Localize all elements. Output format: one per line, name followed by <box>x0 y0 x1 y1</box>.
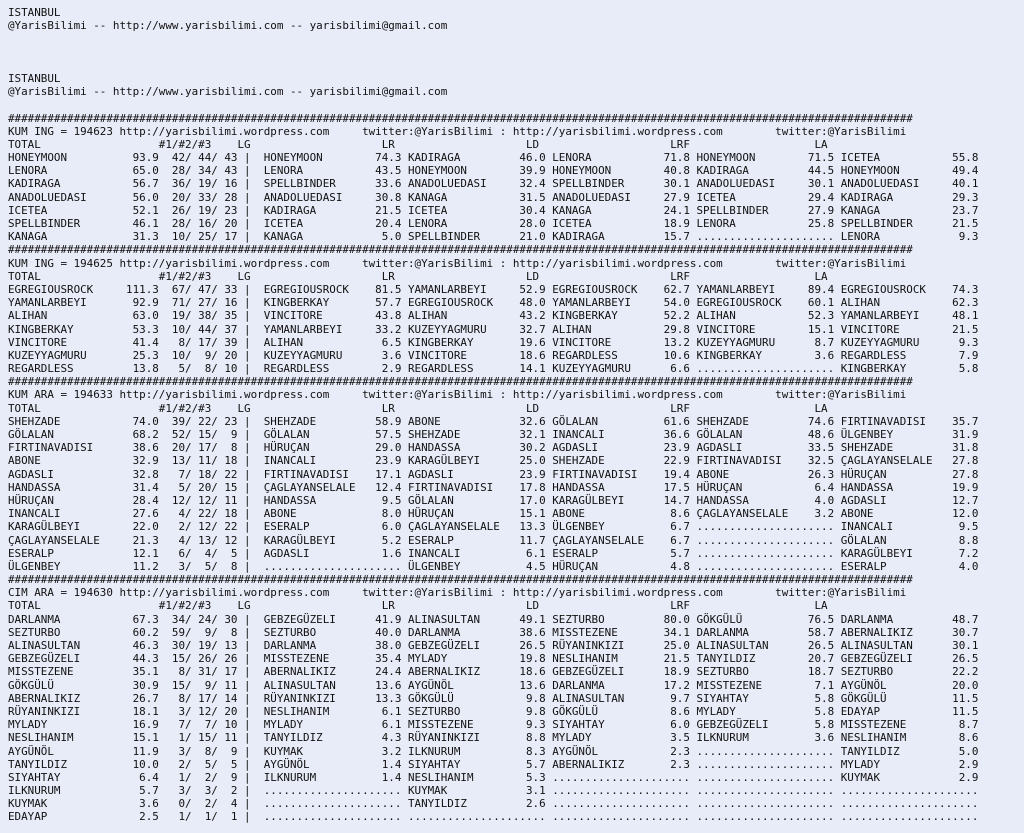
race-row: RÜYANINKIZI 18.1 3/ 12/ 20 | NESLIHANIM 6.1 SEZTURBO 9.8 GÖKGÜLÜ 8.6 MYLADY 5.8 EDAYAP 11.5 <box>8 704 979 718</box>
race-row: KARAGÜLBEYI 22.0 2/ 12/ 22 | ESERALP 6.0 ÇAGLAYANSELALE 13.3 ÜLGENBEY 6.7 ..................... INANCALI 9.5 <box>8 520 979 534</box>
race-column-header: TOTAL #1/#2/#3 LG LR LD LRF LA <box>8 137 828 151</box>
race-row: MYLADY 16.9 7/ 7/ 10 | MYLADY 6.1 MISSTEZENE 9.3 SIYAHTAY 6.0 GEBZEGÜZELI 5.8 MISSTEZENE 8.7 <box>8 718 979 732</box>
text-document <box>8 6 978 824</box>
header-city: ISTANBUL <box>8 71 61 85</box>
race-row: AYGÜNÖL 11.9 3/ 8/ 9 | KUYMAK 3.2 ILKNURUM 8.3 AYGÜNÖL 2.3 ..................... TANYILDIZ 5.0 <box>8 744 979 758</box>
race-row: INANCALI 27.6 4/ 22/ 18 | ABONE 8.0 HÜRUÇAN 15.1 ABONE 8.6 ÇAGLAYANSELALE 3.2 ABONE 12.0 <box>8 507 979 521</box>
race-row: HANDASSA 31.4 5/ 20/ 15 | ÇAGLAYANSELALE 12.4 FIRTINAVADISI 17.8 HANDASSA 17.5 HÜRUÇAN 6.4 HANDASSA 19.9 <box>8 480 979 494</box>
separator-line: ########################################################################################################################################## <box>8 573 913 587</box>
race-row: HÜRUÇAN 28.4 12/ 12/ 11 | HANDASSA 9.5 GÖLALAN 17.0 KARAGÜLBEYI 14.7 HANDASSA 4.0 AGDASLI 12.7 <box>8 493 979 507</box>
race-column-header: TOTAL #1/#2/#3 LG LR LD LRF LA <box>8 599 828 613</box>
race-row: DARLANMA 67.3 34/ 24/ 30 | GEBZEGÜZELI 41.9 ALINASULTAN 49.1 SEZTURBO 80.0 GÖKGÜLÜ 76.5 DARLANMA 48.7 <box>8 612 979 626</box>
race-row: ANADOLUEDASI 56.0 20/ 33/ 28 | ANADOLUEDASI 30.8 KANAGA 31.5 ANADOLUEDASI 27.9 ICETEA 29.4 KADIRAGA 29.3 <box>8 190 979 204</box>
race-title: KUM ING = 194623 http://yarisbilimi.wordpress.com twitter:@YarisBilimi : http://yarisbilimi.wordpress.com twitter:@YarisBilimi <box>8 124 907 138</box>
separator-line: ########################################################################################################################################## <box>8 111 913 125</box>
race-row: GÖKGÜLÜ 30.9 15/ 9/ 11 | ALINASULTAN 13.6 AYGÜNÖL 13.6 DARLANMA 17.2 MISSTEZENE 7.1 AYGÜNÖL 20.0 <box>8 678 979 692</box>
race-row: SIYAHTAY 6.4 1/ 2/ 9 | ILKNURUM 1.4 NESLIHANIM 5.3 ..................... ..................... KUYMAK 2.9 <box>8 770 979 784</box>
race-row: SPELLBINDER 46.1 28/ 16/ 20 | ICETEA 20.4 LENORA 28.0 ICETEA 18.9 LENORA 25.8 SPELLBINDER 21.5 <box>8 217 979 230</box>
header-contact: @YarisBilimi -- http://www.yarisbilimi.com -- yarisbilimi@gmail.com <box>8 19 448 33</box>
race-row: KUYMAK 3.6 0/ 2/ 4 | ..................... TANYILDIZ 2.6 ..................... ..................... ..................... <box>8 797 979 811</box>
race-row: LENORA 65.0 28/ 34/ 43 | LENORA 43.5 HONEYMOON 39.9 HONEYMOON 40.8 KADIRAGA 44.5 HONEYMOON 49.4 <box>8 164 979 178</box>
race-row: ÇAGLAYANSELALE 21.3 4/ 13/ 12 | KARAGÜLBEYI 5.2 ESERALP 11.7 ÇAGLAYANSELALE 6.7 ..................... GÖLALAN 8.8 <box>8 533 979 547</box>
race-row: HONEYMOON 93.9 42/ 44/ 43 | HONEYMOON 74.3 KADIRAGA 46.0 LENORA 71.8 HONEYMOON 71.5 ICETEA 55.8 <box>8 151 979 165</box>
race-row: EDAYAP 2.5 1/ 1/ 1 | ..................... ..................... ..................... ..................... ..................... <box>8 810 979 824</box>
race-row: ILKNURUM 5.7 3/ 3/ 2 | ..................... KUYMAK 3.1 ..................... ..................... ..................... <box>8 784 979 798</box>
blank-line <box>8 46 978 59</box>
race-row: YAMANLARBEYI 92.9 71/ 27/ 16 | KINGBERKAY 57.7 EGREGIOUSROCK 48.0 YAMANLARBEYI 54.0 EGREGIOUSROCK 60.1 ALIHAN 62.3 <box>8 296 979 310</box>
race-row: ESERALP 12.1 6/ 4/ 5 | AGDASLI 1.6 INANCALI 6.1 ESERALP 5.7 ..................... KARAGÜLBEYI 7.2 <box>8 546 979 560</box>
race-row: ICETEA 52.1 26/ 19/ 23 | KADIRAGA 21.5 ICETEA 30.4 KANAGA 24.1 SPELLBINDER 27.9 KANAGA 23.7 <box>8 203 979 217</box>
race-row: TANYILDIZ 10.0 2/ 5/ 5 | AYGÜNÖL 1.4 SIYAHTAY 5.7 ABERNALIKIZ 2.3 ..................... MYLADY 2.9 <box>8 757 979 771</box>
race-row: ABERNALIKIZ 26.7 8/ 17/ 14 | RÜYANINKIZI 13.3 GÖKGÜLÜ 9.8 ALINASULTAN 9.7 SIYAHTAY 5.8 GÖKGÜLÜ 11.5 <box>8 691 979 705</box>
race-row: SHEHZADE 74.0 39/ 22/ 23 | SHEHZADE 58.9 ABONE 32.6 GÖLALAN 61.6 SHEHZADE 74.6 FIRTINAVADISI 35.7 <box>8 414 979 428</box>
race-row: KANAGA 31.3 10/ 25/ 17 | KANAGA 5.0 SPELLBINDER 21.0 KADIRAGA 15.7 ..................... LENORA 9.3 <box>8 230 979 244</box>
header-contact: @YarisBilimi -- http://www.yarisbilimi.com -- yarisbilimi@gmail.com <box>8 85 448 99</box>
blank-line <box>8 32 978 45</box>
blank-line <box>8 98 978 111</box>
race-row: VINCITORE 41.4 8/ 17/ 39 | ALIHAN 6.5 KINGBERKAY 19.6 VINCITORE 13.2 KUZEYYAGMURU 8.7 KUZEYYAGMURU 9.3 <box>8 335 979 349</box>
race-row: KINGBERKAY 53.3 10/ 44/ 37 | YAMANLARBEYI 33.2 KUZEYYAGMURU 32.7 ALIHAN 29.8 VINCITORE 15.1 VINCITORE 21.5 <box>8 322 979 336</box>
race-row: ALIHAN 63.0 19/ 38/ 35 | VINCITORE 43.8 ALIHAN 43.2 KINGBERKAY 52.2 ALIHAN 52.3 YAMANLARBEYI 48.1 <box>8 309 979 323</box>
race-row: KUZEYYAGMURU 25.3 10/ 9/ 20 | KUZEYYAGMURU 3.6 VINCITORE 18.6 REGARDLESS 10.6 KINGBERKAY 3.6 REGARDLESS 7.9 <box>8 348 979 362</box>
race-row: SEZTURBO 60.2 59/ 9/ 8 | SEZTURBO 40.0 DARLANMA 38.6 MISSTEZENE 34.1 DARLANMA 58.7 ABERNALIKIZ 30.7 <box>8 625 979 639</box>
race-row: ÜLGENBEY 11.2 3/ 5/ 8 | ..................... ÜLGENBEY 4.5 HÜRUÇAN 4.8 ..................... ESERALP 4.0 <box>8 559 979 573</box>
separator-line: ########################################################################################################################################## <box>8 375 913 389</box>
race-row: KADIRAGA 56.7 36/ 19/ 16 | SPELLBINDER 33.6 ANADOLUEDASI 32.4 SPELLBINDER 30.1 ANADOLUEDASI 30.1 ANADOLUEDASI 40.1 <box>8 177 979 191</box>
race-column-header: TOTAL #1/#2/#3 LG LR LD LRF LA <box>8 401 828 415</box>
separator-line: ########################################################################################################################################## <box>8 243 913 257</box>
race-row: EGREGIOUSROCK 111.3 67/ 47/ 33 | EGREGIOUSROCK 81.5 YAMANLARBEYI 52.9 EGREGIOUSROCK 62.7 YAMANLARBEYI 89.4 EGREGIOUSROCK 74.3 <box>8 282 979 296</box>
race-row: MISSTEZENE 35.1 8/ 31/ 17 | ABERNALIKIZ 24.4 ABERNALIKIZ 18.6 GEBZEGÜZELI 18.9 SEZTURBO 18.7 SEZTURBO 22.2 <box>8 665 979 679</box>
race-row: FIRTINAVADISI 38.6 20/ 17/ 8 | HÜRUÇAN 29.0 HANDASSA 30.2 AGDASLI 23.9 AGDASLI 33.5 SHEHZADE 31.8 <box>8 441 979 455</box>
race-title: KUM ARA = 194633 http://yarisbilimi.wordpress.com twitter:@YarisBilimi : http://yarisbilimi.wordpress.com twitter:@YarisBilimi <box>8 388 907 402</box>
race-row: ABONE 32.9 13/ 11/ 18 | INANCALI 23.9 KARAGÜLBEYI 25.0 SHEHZADE 22.9 FIRTINAVADISI 32.5 ÇAGLAYANSELALE 27.8 <box>8 454 979 468</box>
race-title: KUM ING = 194625 http://yarisbilimi.wordpress.com twitter:@YarisBilimi : http://yarisbilimi.wordpress.com twitter:@YarisBilimi <box>8 256 907 270</box>
race-title: CIM ARA = 194630 http://yarisbilimi.wordpress.com twitter:@YarisBilimi : http://yarisbilimi.wordpress.com twitter:@YarisBilimi <box>8 586 907 600</box>
race-row: ALINASULTAN 46.3 30/ 19/ 13 | DARLANMA 38.0 GEBZEGÜZELI 26.5 RÜYANINKIZI 25.0 ALINASULTAN 26.5 ALINASULTAN 30.1 <box>8 639 979 652</box>
race-row: GÖLALAN 68.2 52/ 15/ 9 | GÖLALAN 57.5 SHEHZADE 32.1 INANCALI 36.6 GÖLALAN 48.6 ÜLGENBEY 31.9 <box>8 428 979 441</box>
race-column-header: TOTAL #1/#2/#3 LG LR LD LRF LA <box>8 269 828 283</box>
race-row: REGARDLESS 13.8 5/ 8/ 10 | REGARDLESS 2.9 REGARDLESS 14.1 KUZEYYAGMURU 6.6 ..................... KINGBERKAY 5.8 <box>8 362 979 376</box>
blank-line <box>8 59 978 72</box>
race-row: AGDASLI 32.8 7/ 18/ 22 | FIRTINAVADISI 17.1 AGDASLI 23.9 FIRTINAVADISI 19.4 ABONE 26.3 HÜRUÇAN 27.8 <box>8 467 979 481</box>
race-row: NESLIHANIM 15.1 1/ 15/ 11 | TANYILDIZ 4.3 RÜYANINKIZI 8.8 MYLADY 3.5 ILKNURUM 3.6 NESLIHANIM 8.6 <box>8 731 979 745</box>
race-row: GEBZEGÜZELI 44.3 15/ 26/ 26 | MISSTEZENE 35.4 MYLADY 19.8 NESLIHANIM 21.5 TANYILDIZ 20.7 GEBZEGÜZELI 26.5 <box>8 652 979 666</box>
header-city: ISTANBUL <box>8 6 61 19</box>
